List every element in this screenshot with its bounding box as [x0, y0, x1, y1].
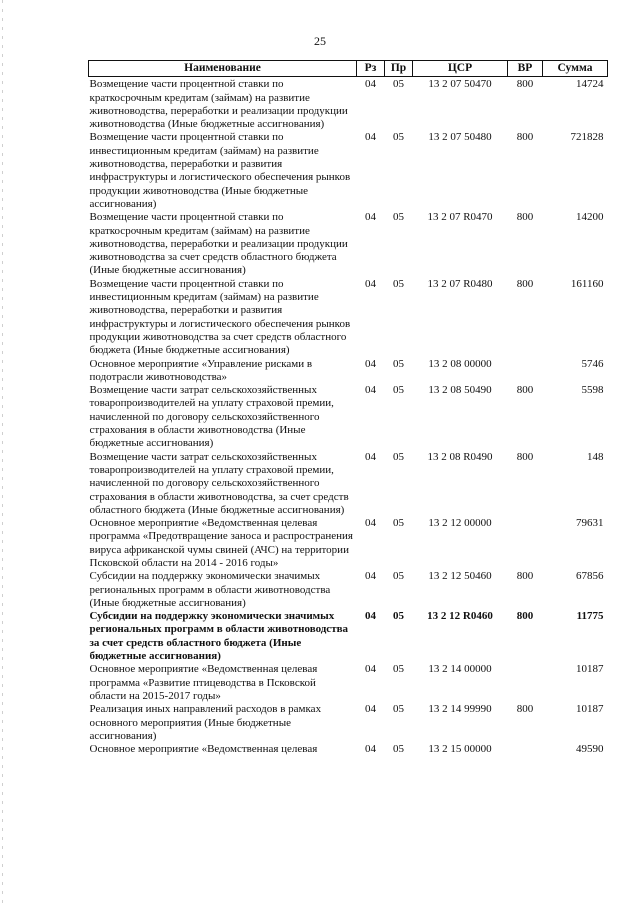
cell-pr: 05 — [393, 277, 404, 290]
cell-csr: 13 2 08 00000 — [428, 357, 492, 370]
table-row — [89, 451, 608, 517]
cell-vr — [508, 743, 543, 756]
cell-rz: 04 — [365, 211, 376, 224]
cell-rz: 04 — [365, 570, 376, 583]
cell-sum: 14724 — [576, 78, 604, 91]
cell-rz: 04 — [365, 743, 376, 756]
cell-rz: 04 — [365, 277, 376, 290]
cell-name: Основное мероприятие «Ведомственная целевая программа «Предотвращение заноса и распространения вируса африканской чумы свиней (АЧС) на территории Псковской области на 2014 - 2016 годы» — [89, 517, 353, 569]
cell-rz: 04 — [365, 78, 376, 91]
cell-vr: 800 — [516, 131, 534, 144]
cell-pr: 05 — [393, 610, 404, 623]
cell-vr — [508, 358, 543, 385]
scan-edge-artifact — [2, 0, 3, 905]
cell-rz: 04 — [365, 131, 376, 144]
cell-csr: 13 2 12 50460 — [428, 570, 492, 583]
cell-csr: 13 2 14 99990 — [428, 703, 492, 716]
cell-csr: 13 2 08 50490 — [428, 384, 492, 397]
table-row — [89, 703, 608, 743]
cell-rz: 04 — [365, 450, 376, 463]
table-row — [89, 131, 608, 211]
cell-sum: 79631 — [576, 517, 604, 530]
table-row — [89, 211, 608, 277]
header-name: Наименование — [89, 61, 357, 77]
header-row — [89, 61, 608, 77]
cell-pr: 05 — [393, 384, 404, 397]
header-pr: Пр — [385, 61, 413, 77]
cell-sum: 5598 — [581, 384, 604, 397]
table-row — [89, 278, 608, 358]
table-row — [89, 77, 608, 132]
header-csr: ЦСР — [413, 61, 508, 77]
cell-name: Основное мероприятие «Управление рисками в подотрасли животноводства» — [89, 357, 313, 383]
cell-sum: 10187 — [576, 663, 604, 676]
cell-sum: 49590 — [576, 743, 604, 756]
cell-vr: 800 — [516, 211, 534, 224]
cell-csr: 13 2 07 R0470 — [427, 211, 493, 224]
cell-sum: 11775 — [576, 610, 604, 623]
cell-rz: 04 — [365, 357, 376, 370]
cell-vr: 800 — [516, 703, 534, 716]
cell-rz: 04 — [365, 663, 376, 676]
cell-pr: 05 — [393, 517, 404, 530]
cell-vr: 800 — [516, 277, 534, 290]
cell-sum: 721828 — [570, 131, 604, 144]
cell-csr: 13 2 07 R0480 — [427, 277, 493, 290]
cell-vr — [508, 663, 543, 703]
cell-csr: 13 2 08 R0490 — [427, 450, 493, 463]
cell-vr: 800 — [516, 610, 534, 623]
cell-name: Возмещение части процентной ставки по инвестиционным кредитам (займам) на развитие животноводства, переработки и развития инфраструктуры и логистического обеспечения рынков продукции животноводства (Иные бюджетные ассигнования) — [89, 131, 351, 210]
cell-name: Основное мероприятие «Ведомственная целевая — [89, 743, 318, 756]
cell-sum: 14200 — [576, 211, 604, 224]
cell-csr: 13 2 07 50480 — [428, 131, 492, 144]
cell-vr: 800 — [516, 450, 534, 463]
cell-pr: 05 — [393, 357, 404, 370]
cell-csr: 13 2 15 00000 — [428, 743, 492, 756]
cell-name: Возмещение части затрат сельскохозяйственных товаропроизводителей на уплату страховой премии, начисленной по договору сельскохозяйственного страхования в области животноводства (Иные бюджетные ассигнования) — [89, 384, 334, 450]
cell-vr — [508, 517, 543, 570]
table-row — [89, 358, 608, 385]
header-sum: Сумма — [543, 61, 608, 77]
cell-sum: 161160 — [570, 277, 604, 290]
table-row — [89, 663, 608, 703]
cell-pr: 05 — [393, 450, 404, 463]
cell-pr: 05 — [393, 743, 404, 756]
header-vr: ВР — [508, 61, 543, 77]
cell-name: Основное мероприятие «Ведомственная целевая программа «Развитие птицеводства в Псковской области на 2015-2017 годы» — [89, 663, 318, 702]
table-body — [89, 77, 608, 757]
cell-sum: 5746 — [581, 357, 604, 370]
cell-sum: 67856 — [576, 570, 604, 583]
cell-pr: 05 — [393, 663, 404, 676]
cell-name: Субсидии на поддержку экономически значимых региональных программ в области животноводства за счет средств областного бюджета (Иные бюджетные ассигнования) — [89, 610, 349, 663]
cell-name: Субсидии на поддержку экономически значимых региональных программ в области животноводства (Иные бюджетные ассигнования) — [89, 570, 331, 609]
cell-pr: 05 — [393, 703, 404, 716]
header-rz: Рз — [357, 61, 385, 77]
table-header — [89, 61, 608, 77]
cell-csr: 13 2 12 R0460 — [427, 610, 493, 623]
cell-name: Возмещение части процентной ставки по краткосрочным кредитам (займам) на развитие животноводства, переработки и реализации продукции животноводства (Иные бюджетные ассигнования) — [89, 78, 348, 131]
cell-vr: 800 — [516, 570, 534, 583]
cell-rz: 04 — [365, 610, 376, 623]
table-row — [89, 743, 608, 756]
cell-csr: 13 2 07 50470 — [428, 78, 492, 91]
cell-vr: 800 — [516, 384, 534, 397]
cell-csr: 13 2 14 00000 — [428, 663, 492, 676]
table-row — [89, 517, 608, 570]
cell-pr: 05 — [393, 78, 404, 91]
table-row — [89, 610, 608, 663]
cell-name: Возмещение части затрат сельскохозяйственных товаропроизводителей на уплату страховой премии, начисленной по договору сельскохозяйственного страхования в области животноводства, за счет средств областного бюджета (Иные бюджетные ассигнования) — [89, 450, 349, 516]
cell-pr: 05 — [393, 570, 404, 583]
cell-sum: 148 — [587, 450, 604, 463]
cell-rz: 04 — [365, 517, 376, 530]
table-row — [89, 384, 608, 450]
cell-pr: 05 — [393, 211, 404, 224]
cell-rz: 04 — [365, 703, 376, 716]
cell-name: Возмещение части процентной ставки по инвестиционным кредитам (займам) на развитие животноводства, переработки и развития инфраструктуры и логистического обеспечения рынков продукции животноводства за счет средств областного бюджета (Иные бюджетные ассигнования) — [89, 277, 351, 357]
cell-pr: 05 — [393, 131, 404, 144]
cell-name: Возмещение части процентной ставки по краткосрочным кредитам (займам) на развитие животноводства, переработки и реализации продукции животноводства за счет средств областного бюджета (Иные бюджетные ассигнования) — [89, 211, 348, 277]
cell-csr: 13 2 12 00000 — [428, 517, 492, 530]
page-number: 25 — [314, 34, 326, 48]
table-row — [89, 570, 608, 610]
budget-table — [88, 60, 608, 756]
cell-name: Реализация иных направлений расходов в рамках основного мероприятия (Иные бюджетные ассигнования) — [89, 703, 322, 742]
cell-rz: 04 — [365, 384, 376, 397]
cell-sum: 10187 — [576, 703, 604, 716]
cell-vr: 800 — [516, 78, 534, 91]
